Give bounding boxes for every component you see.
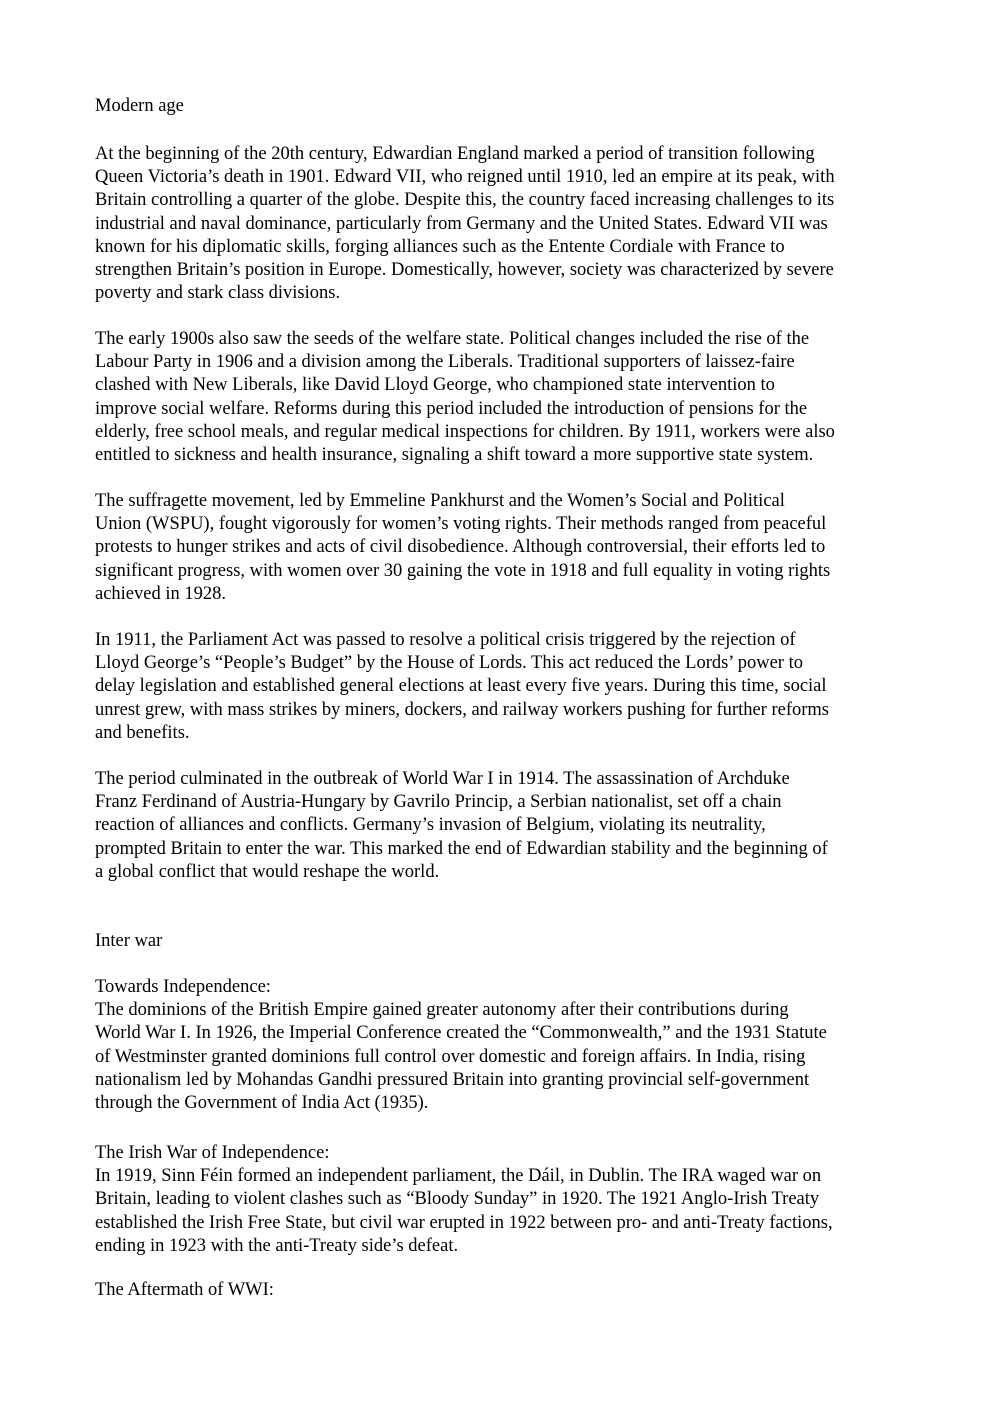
subsection-heading: The Aftermath of WWI:	[95, 1280, 274, 1300]
text-line: The early 1900s also saw the seeds of the welfare state. Political changes included the rise of the	[95, 329, 810, 349]
text-line: nationalism led by Mohandas Gandhi pressured Britain into granting provincial self-government	[95, 1069, 810, 1090]
subsection-towards-independence	[95, 976, 915, 1115]
text-line: Franz Ferdinand of Austria-Hungary by Gavrilo Princip, a Serbian nationalist, set off a chain	[95, 792, 782, 813]
text-line: Union (WSPU), fought vigorously for women’s voting rights. Their methods ranged from peaceful	[95, 514, 827, 535]
text-line: strengthen Britain’s position in Europe. Domestically, however, society was characterized by severe	[95, 260, 834, 281]
text-line: World War I. In 1926, the Imperial Conference created the “Commonwealth,” and the 1931 Statute	[95, 1023, 827, 1044]
text-line: delay legislation and established general elections at least every five years. During this time, social	[95, 676, 827, 697]
text-line: industrial and naval dominance, particularly from Germany and the United States. Edward VII was	[95, 213, 828, 234]
text-line: and benefits.	[95, 722, 190, 743]
text-line: The period culminated in the outbreak of World War I in 1914. The assassination of Archduke	[95, 769, 790, 789]
paragraph-world-war-one	[95, 768, 915, 884]
text-line: poverty and stark class divisions.	[95, 283, 341, 304]
text-line: In 1911, the Parliament Act was passed to resolve a political crisis triggered by the rejection of	[95, 630, 796, 650]
text-line: The suffragette movement, led by Emmeline Pankhurst and the Women’s Social and Political	[95, 491, 785, 511]
subsection-irish-war	[95, 1142, 915, 1258]
paragraph-welfare-state	[95, 328, 915, 467]
text-line: Britain, leading to violent clashes such as “Bloody Sunday” in 1920. The 1921 Anglo-Irish Treaty	[95, 1189, 820, 1210]
section-title-inter-war: Inter war	[95, 931, 163, 951]
text-line: improve social welfare. Reforms during this period included the introduction of pensions for the	[95, 398, 808, 419]
text-line: reaction of alliances and conflicts. Germany’s invasion of Belgium, violating its neutrality,	[95, 815, 766, 836]
text-line: unrest grew, with mass strikes by miners, dockers, and railway workers pushing for further reforms	[95, 699, 829, 720]
text-line: Lloyd George’s “People’s Budget” by the House of Lords. This act reduced the Lords’ power to	[95, 653, 803, 674]
text-line: through the Government of India Act (1935).	[95, 1093, 429, 1114]
text-line: achieved in 1928.	[95, 583, 226, 604]
text-line: Queen Victoria’s death in 1901. Edward VII, who reigned until 1910, led an empire at its peak, with	[95, 167, 835, 188]
section-title-modern-age: Modern age	[95, 96, 184, 116]
text-line: known for his diplomatic skills, forging alliances such as the Entente Cordiale with France to	[95, 236, 785, 257]
text-line: protests to hunger strikes and acts of civil disobedience. Although controversial, their efforts led to	[95, 537, 826, 558]
paragraph-parliament-act	[95, 629, 915, 745]
text-line: established the Irish Free State, but civil war erupted in 1922 between pro- and anti-Treaty factions,	[95, 1212, 833, 1233]
text-line: In 1919, Sinn Féin formed an independent parliament, the Dáil, in Dublin. The IRA waged war on	[95, 1166, 822, 1187]
text-line: entitled to sickness and health insurance, signaling a shift toward a more supportive state system.	[95, 445, 814, 466]
text-line: ending in 1923 with the anti-Treaty side’s defeat.	[95, 1235, 459, 1256]
text-line: Britain controlling a quarter of the globe. Despite this, the country faced increasing challenges to its	[95, 190, 835, 211]
text-line: significant progress, with women over 30 gaining the vote in 1918 and full equality in voting rights	[95, 560, 831, 581]
text-line: prompted Britain to enter the war. This marked the end of Edwardian stability and the beginning of	[95, 838, 828, 859]
paragraph-edwardian-england	[95, 143, 915, 305]
text-line: elderly, free school meals, and regular medical inspections for children. By 1911, workers were also	[95, 421, 835, 442]
inter-war-section	[95, 930, 915, 953]
subsection-aftermath-wwi	[95, 1279, 915, 1302]
paragraph-suffragette	[95, 490, 915, 606]
subsection-heading: Towards Independence:	[95, 977, 271, 997]
subsection-heading: The Irish War of Independence:	[95, 1143, 330, 1163]
text-line: The dominions of the British Empire gained greater autonomy after their contributions during	[95, 1000, 789, 1021]
text-line: clashed with New Liberals, like David Lloyd George, who championed state intervention to	[95, 375, 775, 396]
text-line: a global conflict that would reshape the world.	[95, 861, 440, 882]
text-line: of Westminster granted dominions full control over domestic and foreign affairs. In India, rising	[95, 1046, 806, 1067]
text-line: At the beginning of the 20th century, Edwardian England marked a period of transition following	[95, 144, 815, 164]
modern-age-section	[95, 95, 915, 118]
text-line: Labour Party in 1906 and a division among the Liberals. Traditional supporters of laissez-faire	[95, 352, 795, 373]
